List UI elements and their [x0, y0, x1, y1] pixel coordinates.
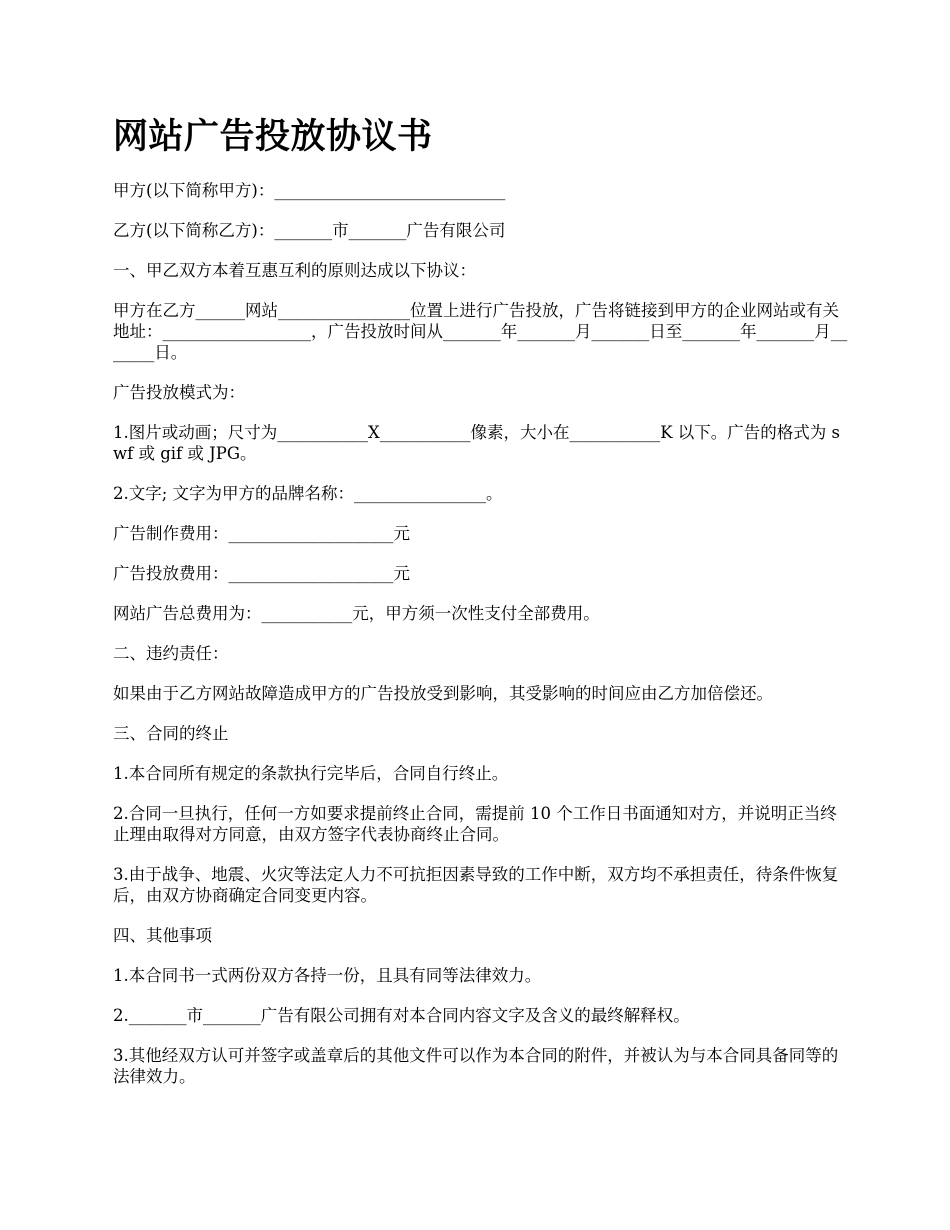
total-fee-line: 网站广告总费用为：___________元，甲方须一次性支付全部费用。 — [113, 604, 600, 623]
party-a-line: 甲方(以下简称甲方)：____________________________ — [113, 181, 506, 200]
section-1-heading: 一、甲乙双方本着互惠互利的原则达成以下协议： — [113, 261, 476, 280]
text-ad-clause: 2.文字; 文字为甲方的品牌名称：________________。 — [113, 484, 503, 503]
section-4-heading: 四、其他事项 — [113, 926, 212, 945]
document-page — [113, 112, 853, 1106]
ad-placement-clause: 甲方在乙方______网站________________位置上进行广告投放，广告将链接到甲方的企业网站或有关地址：__________________，广告投放时间从_______年_______月_______日至_______年_______月_______日。 — [113, 301, 848, 362]
ad-mode-heading: 广告投放模式为： — [113, 383, 245, 402]
image-ad-clause: 1.图片或动画；尺寸为___________X___________像素，大小在___________K 以下。广告的格式为 swf 或 gif 或 JPG。 — [113, 423, 841, 463]
breach-clause: 如果由于乙方网站故障造成甲方的广告投放受到影响，其受影响的时间应由乙方加倍偿还。 — [113, 684, 773, 703]
termination-clause-2: 2.合同一旦执行，任何一方如要求提前终止合同，需提前 10 个工作日书面通知对方，并说明正当终止理由取得对方同意，由双方签字代表协商终止合同。 — [113, 804, 837, 844]
other-clause-2: 2._______市_______广告有限公司拥有对本合同内容文字及含义的最终解释权。 — [113, 1006, 690, 1025]
other-clause-3: 3.其他经双方认可并签字或盖章后的其他文件可以作为本合同的附件，并被认为与本合同具备同等的法律效力。 — [113, 1046, 839, 1086]
section-3-heading: 三、合同的终止 — [113, 724, 229, 743]
document-title: 网站广告投放协议书 — [113, 116, 433, 157]
placement-fee-line: 广告投放费用：____________________元 — [113, 564, 410, 583]
termination-clause-1: 1.本合同所有规定的条款执行完毕后，合同自行终止。 — [113, 764, 509, 783]
production-fee-line: 广告制作费用：____________________元 — [113, 524, 410, 543]
termination-clause-3: 3.由于战争、地震、火灾等法定人力不可抗拒因素导致的工作中断，双方均不承担责任，待条件恢复后，由双方协商确定合同变更内容。 — [113, 865, 839, 905]
section-2-heading: 二、违约责任： — [113, 644, 229, 663]
party-b-line: 乙方(以下简称乙方)：_______市_______广告有限公司 — [113, 221, 506, 240]
other-clause-1: 1.本合同书一式两份双方各持一份，且具有同等法律效力。 — [113, 966, 542, 985]
